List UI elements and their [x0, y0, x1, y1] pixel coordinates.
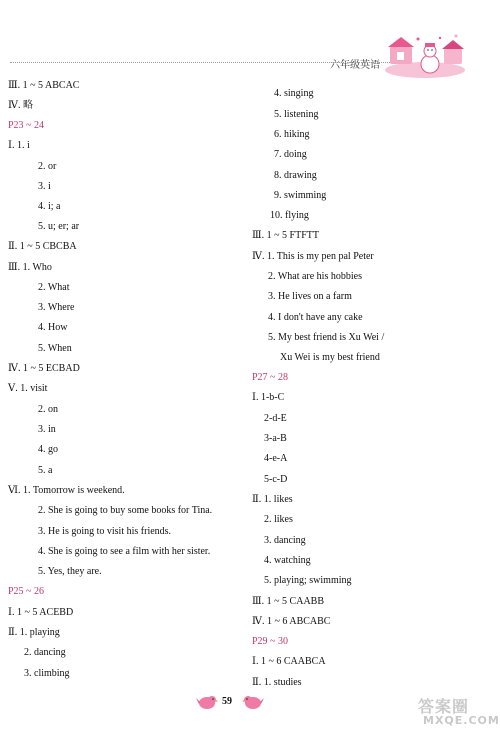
- answer-line: Ⅲ. 1 ~ 5 CAABB: [252, 596, 325, 607]
- answer-line: 9. swimming: [274, 190, 327, 201]
- answer-line: Ⅰ. 1 ~ 5 ACEBD: [8, 607, 74, 618]
- answer-line: 3. climbing: [24, 668, 70, 679]
- answer-line: 5. Yes, they are.: [38, 566, 102, 577]
- answer-line: Ⅲ. 1 ~ 5 FTFTT: [252, 230, 320, 241]
- answer-line: 3-a-B: [264, 433, 287, 444]
- answer-line: 5. playing; swimming: [264, 575, 352, 586]
- page-range-heading: P29 ~ 30: [252, 636, 288, 647]
- answer-line: 4. watching: [264, 555, 311, 566]
- answer-line: 2. What: [38, 282, 70, 293]
- answer-line: 4. How: [38, 322, 68, 333]
- answer-line: 5-c-D: [264, 474, 288, 485]
- answer-line: 3. dancing: [264, 535, 306, 546]
- answer-line: Ⅲ. 1 ~ 5 ABCAC: [8, 80, 80, 91]
- answer-line: 5. u; er; ar: [38, 221, 80, 232]
- page-range-heading: P27 ~ 28: [252, 372, 288, 383]
- answer-line: 6. hiking: [274, 129, 310, 140]
- answer-line: 2. or: [38, 161, 57, 172]
- answer-line: 5. listening: [274, 109, 319, 120]
- answer-line: 2. dancing: [24, 647, 66, 658]
- page-range-heading: P23 ~ 24: [8, 120, 44, 131]
- watermark-logo: 答案圈: [418, 697, 470, 716]
- answer-line: 3. i: [38, 181, 51, 192]
- watermark-url: MXQE.COM: [423, 714, 500, 727]
- answer-line: 3. He lives on a farm: [268, 291, 352, 302]
- answer-line: 4. I don't have any cake: [268, 312, 363, 323]
- header-divider: [10, 62, 392, 63]
- answer-line: Ⅳ. 1. This is my pen pal Peter: [252, 251, 374, 262]
- answer-line: Ⅱ. 1. playing: [8, 627, 60, 638]
- answer-line: Ⅰ. 1 ~ 6 CAABCA: [252, 656, 326, 667]
- answer-line: Ⅵ. 1. Tomorrow is weekend.: [8, 485, 125, 496]
- answer-line: 4. i; a: [38, 201, 61, 212]
- answer-line: 3. Where: [38, 302, 75, 313]
- answer-line: 3. He is going to visit his friends.: [38, 526, 172, 537]
- answer-line: Ⅱ. 1. likes: [252, 494, 293, 505]
- page-number: 59: [222, 696, 232, 707]
- answer-line: 5. When: [38, 343, 72, 354]
- answer-line: 2. What are his hobbies: [268, 271, 362, 282]
- answer-line: Xu Wei is my best friend: [280, 352, 380, 363]
- answer-line: 5. a: [38, 465, 53, 476]
- answer-line: 2-d-E: [264, 413, 287, 424]
- answer-line: Ⅳ. 1 ~ 5 ECBAD: [8, 363, 80, 374]
- answer-line: Ⅳ. 1 ~ 6 ABCABC: [252, 616, 331, 627]
- answer-line: 4. singing: [274, 88, 314, 99]
- answer-line: 4. She is going to see a film with her sister.: [38, 546, 211, 557]
- answer-line: 3. in: [38, 424, 56, 435]
- answer-line: 4-e-A: [264, 453, 288, 464]
- pink-bird-icon: [196, 694, 218, 710]
- answer-line: Ⅰ. 1. i: [8, 140, 30, 151]
- answer-line: 10. flying: [270, 210, 309, 221]
- answer-line: 2. She is going to buy some books for Tina.: [38, 505, 213, 516]
- grade-label: 六年级英语: [330, 60, 380, 71]
- answer-line: Ⅴ. 1. visit: [8, 383, 48, 394]
- answer-line: Ⅳ. 略: [8, 100, 33, 111]
- answer-line: 5. My best friend is Xu Wei /: [268, 332, 385, 343]
- answer-line: 2. likes: [264, 514, 293, 525]
- answer-line: Ⅲ. 1. Who: [8, 262, 52, 273]
- answer-line: 7. doing: [274, 149, 307, 160]
- answer-line: 8. drawing: [274, 170, 317, 181]
- answer-line: Ⅱ. 1. studies: [252, 677, 302, 688]
- answer-line: 2. on: [38, 404, 58, 415]
- snowman-decoration-icon: [384, 34, 466, 78]
- answer-line: Ⅱ. 1 ~ 5 CBCBA: [8, 241, 77, 252]
- answer-line: Ⅰ. 1-b-C: [252, 392, 285, 403]
- answer-line: 4. go: [38, 444, 58, 455]
- page-range-heading: P25 ~ 26: [8, 586, 44, 597]
- pink-bird-icon: [242, 694, 264, 710]
